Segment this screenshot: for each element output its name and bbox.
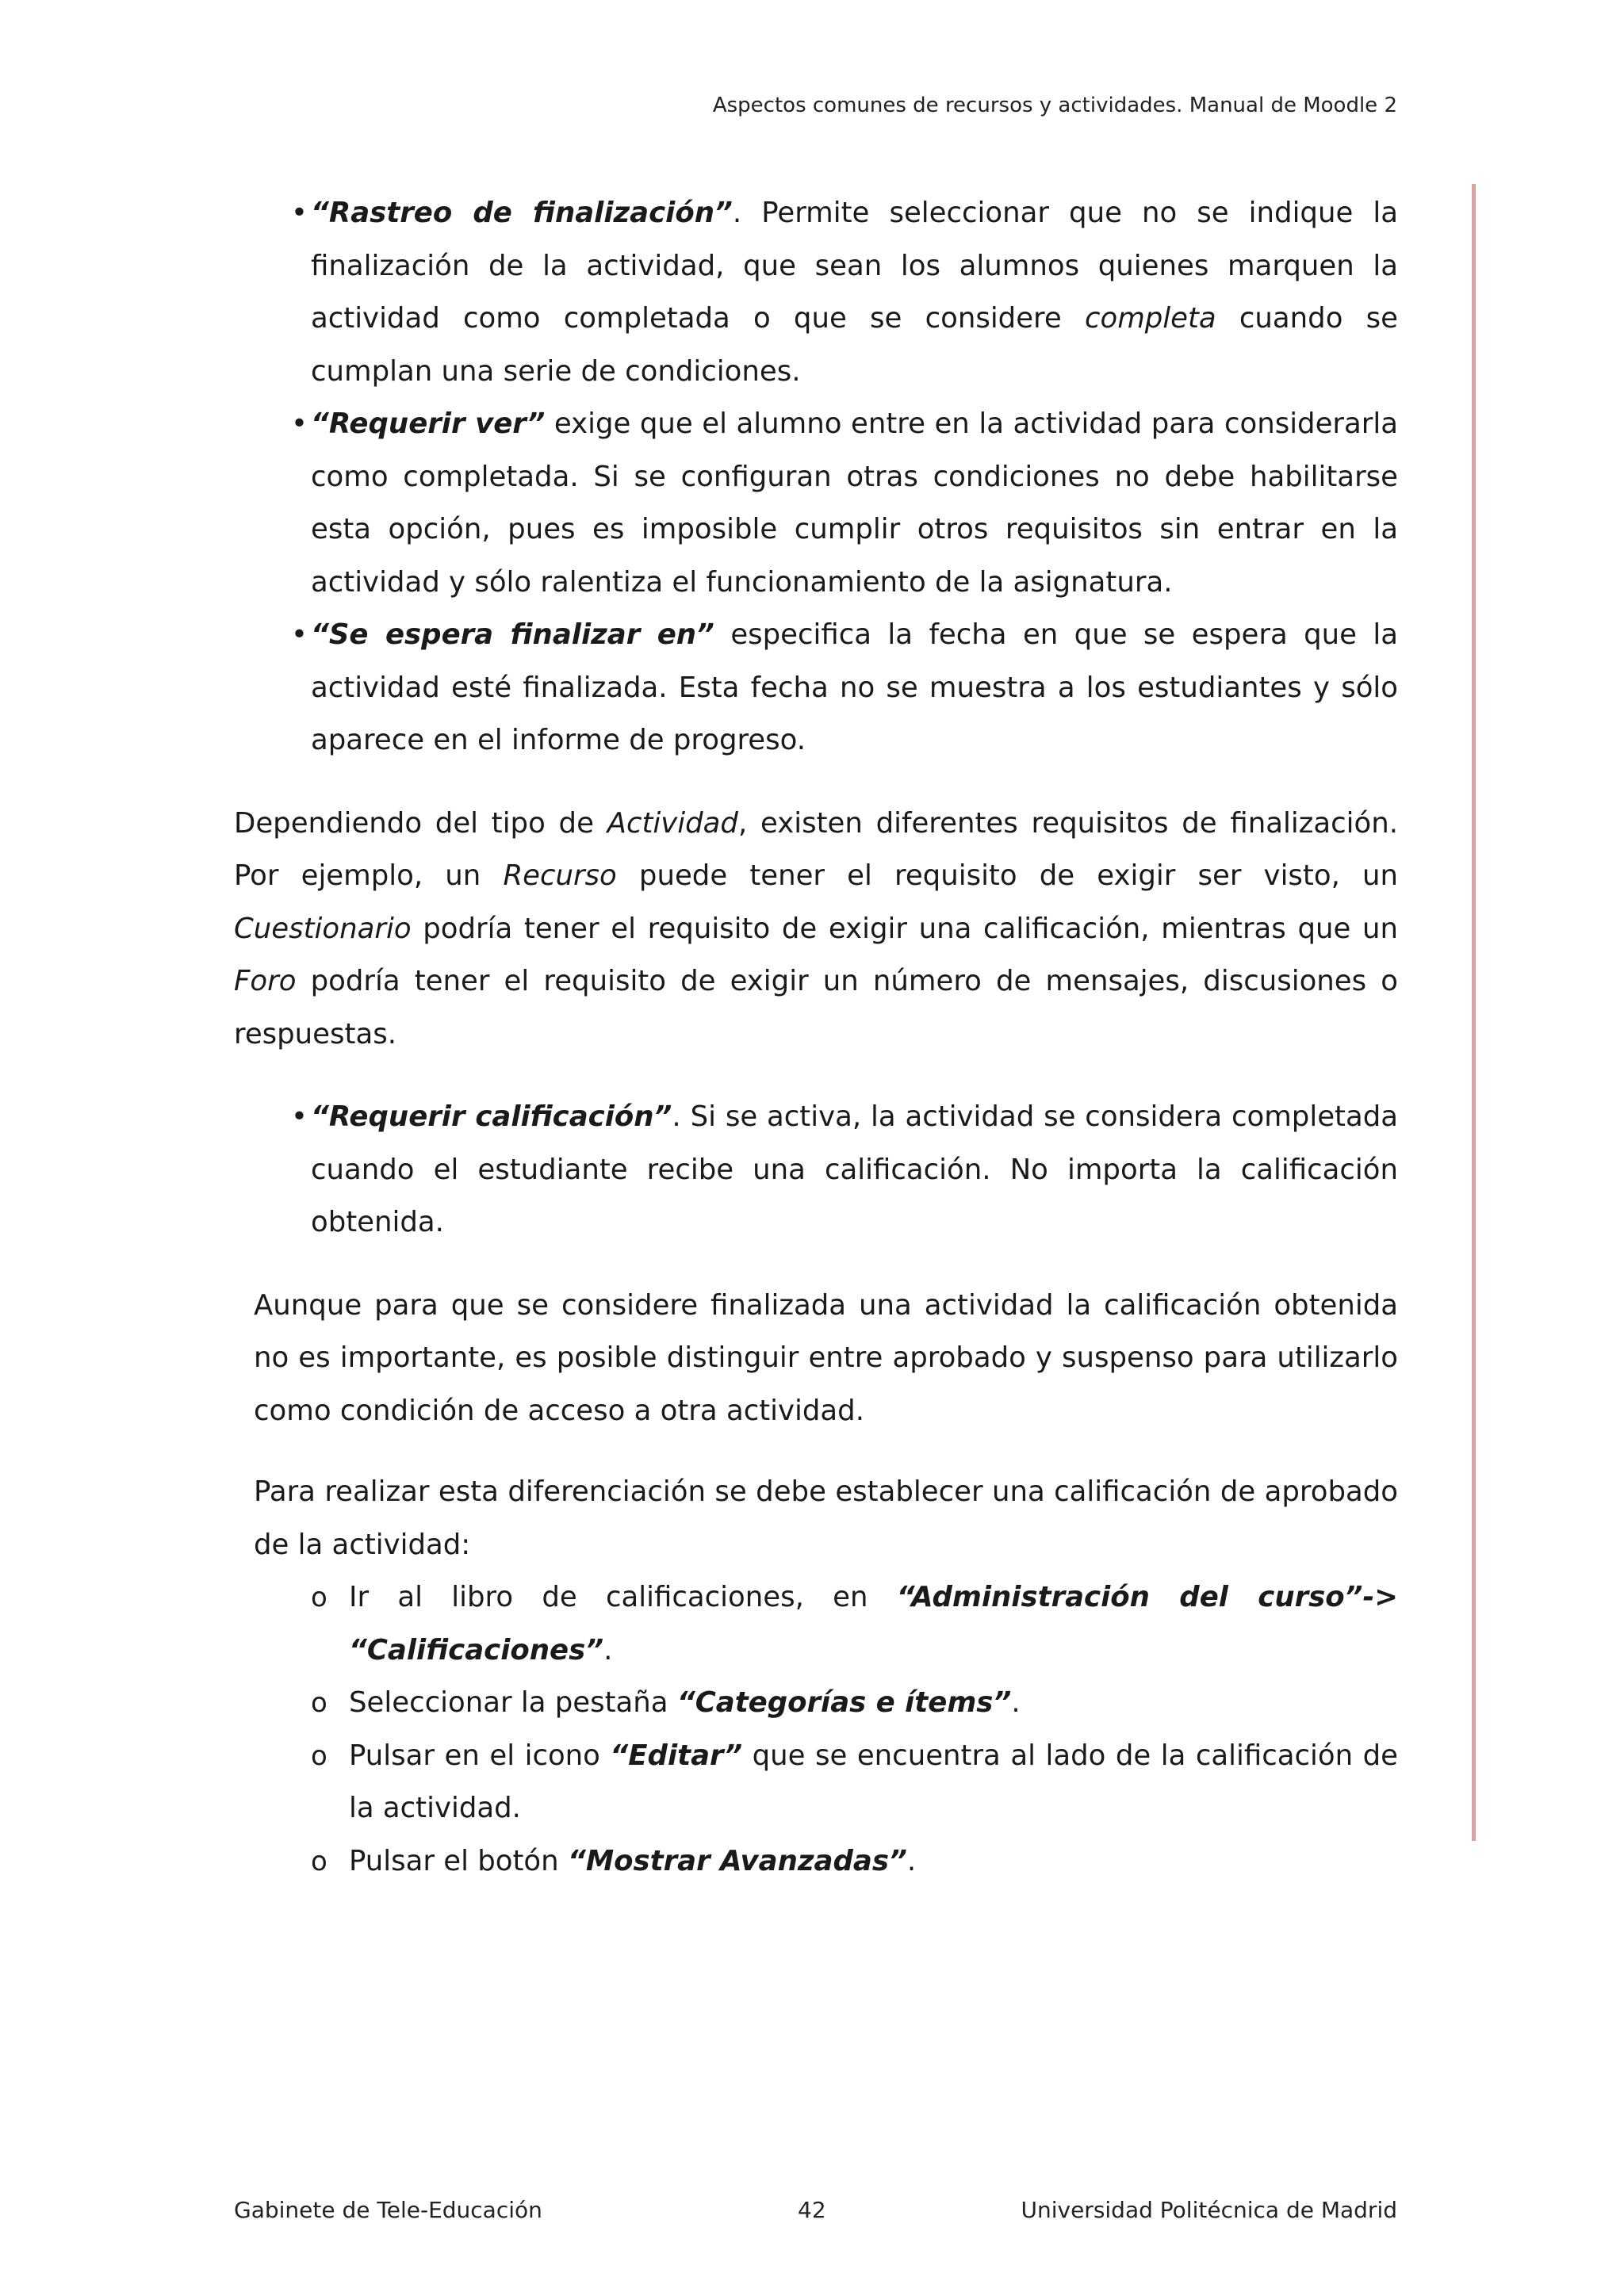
circle-bullet-icon: o (311, 1739, 327, 1772)
bullet-item-rastreo (234, 187, 1398, 398)
bullet-term: “Se espera finalizar en” (311, 618, 714, 651)
circle-bullet-icon: o (311, 1845, 327, 1877)
text-run: podría tener el requisito de exigir un número de mensajes, discusiones o respuestas. (234, 965, 1398, 1050)
margin-rule (1472, 184, 1476, 1841)
circle-bullet-icon: o (311, 1687, 327, 1719)
step-term: “Mostrar Avanzadas” (567, 1844, 907, 1877)
step-text: que se encuentra al lado de la calificación de la actividad. (349, 1739, 1398, 1824)
bullet-icon: • (291, 197, 308, 229)
bullet-text: . Permite seleccionar que no se indique la finalización de la actividad, que sean los alumnos quienes marquen la actividad como completada o que se considere (311, 197, 1398, 335)
bullet-text: especifica la fecha en que se espera que la actividad esté finalizada. Esta fecha no se muestra a los estudiantes y sólo aparece en el informe de progreso. (311, 618, 1398, 756)
step-text: Pulsar en el icono (349, 1739, 611, 1772)
running-header: Aspectos comunes de recursos y actividades. Manual de Moodle 2 (712, 94, 1397, 117)
step-text: . (906, 1844, 917, 1877)
bullet-term: “Requerir calificación” (311, 1100, 672, 1133)
step-text: . (603, 1633, 613, 1667)
page-number: 42 (798, 2197, 826, 2223)
completion-options-list (234, 187, 1398, 767)
step-term: “Administración del curso”-> (896, 1581, 1398, 1613)
footer-left: Gabinete de Tele-Educación (234, 2197, 542, 2223)
text-run: podría tener el requisito de exigir una calificación, mientras que un (411, 912, 1398, 945)
footer-right: Universidad Politécnica de Madrid (1021, 2197, 1397, 2223)
bullet-icon: • (291, 618, 308, 651)
step-term: “Calificaciones” (349, 1633, 604, 1667)
bullet-item-requerir-calificacion (234, 1091, 1398, 1249)
paragraph-diferenciacion: Para realizar esta diferenciación se debe establecer una calificación de aprobado de la actividad: (254, 1475, 1398, 1561)
step-first-line (349, 1571, 1398, 1624)
step-item (254, 1571, 1398, 1677)
grade-option-list (234, 1091, 1398, 1249)
step-item (254, 1835, 1398, 1888)
emphasis: Cuestionario (234, 912, 412, 945)
bullet-item-requerir-ver (234, 398, 1398, 609)
bullet-term: “Rastreo de finalización” (311, 197, 733, 229)
step-text: Seleccionar la pestaña (349, 1686, 677, 1719)
text-run: puede tener el requisito de exigir ser visto, un (616, 859, 1398, 892)
emphasis: Foro (234, 965, 297, 997)
bullet-icon: • (291, 1100, 308, 1133)
bullet-text: cuando se cumplan una serie de condiciones. (311, 302, 1398, 388)
bullet-term: “Requerir ver” (311, 408, 546, 440)
circle-bullet-icon: o (311, 1582, 327, 1613)
bullet-emphasis: completa (1084, 302, 1216, 335)
text-run: , existen diferentes requisitos de finalización. Por ejemplo, un (234, 806, 1398, 892)
bullet-icon: • (291, 408, 308, 440)
step-item (254, 1677, 1398, 1730)
step-term: “Categorías e ítems” (676, 1686, 1012, 1719)
paragraph-requirements (234, 798, 1398, 1062)
bullet-text: . Si se activa, la actividad se considera completada cuando el estudiante recibe una calificación. No importa la calificación obtenida. (311, 1100, 1399, 1238)
text-run: Dependiendo del tipo de (234, 806, 607, 840)
step-text: Pulsar el botón (349, 1844, 568, 1877)
step-item (254, 1730, 1398, 1835)
emphasis: Recurso (503, 859, 617, 892)
step-text: . (1011, 1686, 1021, 1719)
page-content (234, 187, 1398, 1888)
paragraph-aprobado: Aunque para que se considere finalizada una actividad la calificación obtenida no es importante, es posible distinguir entre aprobado y suspenso para utilizarlo como condición de acceso a otra actividad. (254, 1288, 1398, 1427)
bullet-item-se-espera (234, 609, 1398, 767)
emphasis: Actividad (607, 806, 738, 840)
step-term: “Editar” (610, 1739, 743, 1772)
bullet-text: exige que el alumno entre en la actividad para considerarla como completada. Si se configuran otras condiciones no debe habilitarse esta opción, pues es imposible cumplir otros requisitos sin entrar en la actividad y sólo ralentiza el funcionamiento de la asignatura. (311, 408, 1398, 599)
step-text: Ir al libro de calificaciones, en (349, 1581, 897, 1613)
steps-list (234, 1571, 1398, 1888)
